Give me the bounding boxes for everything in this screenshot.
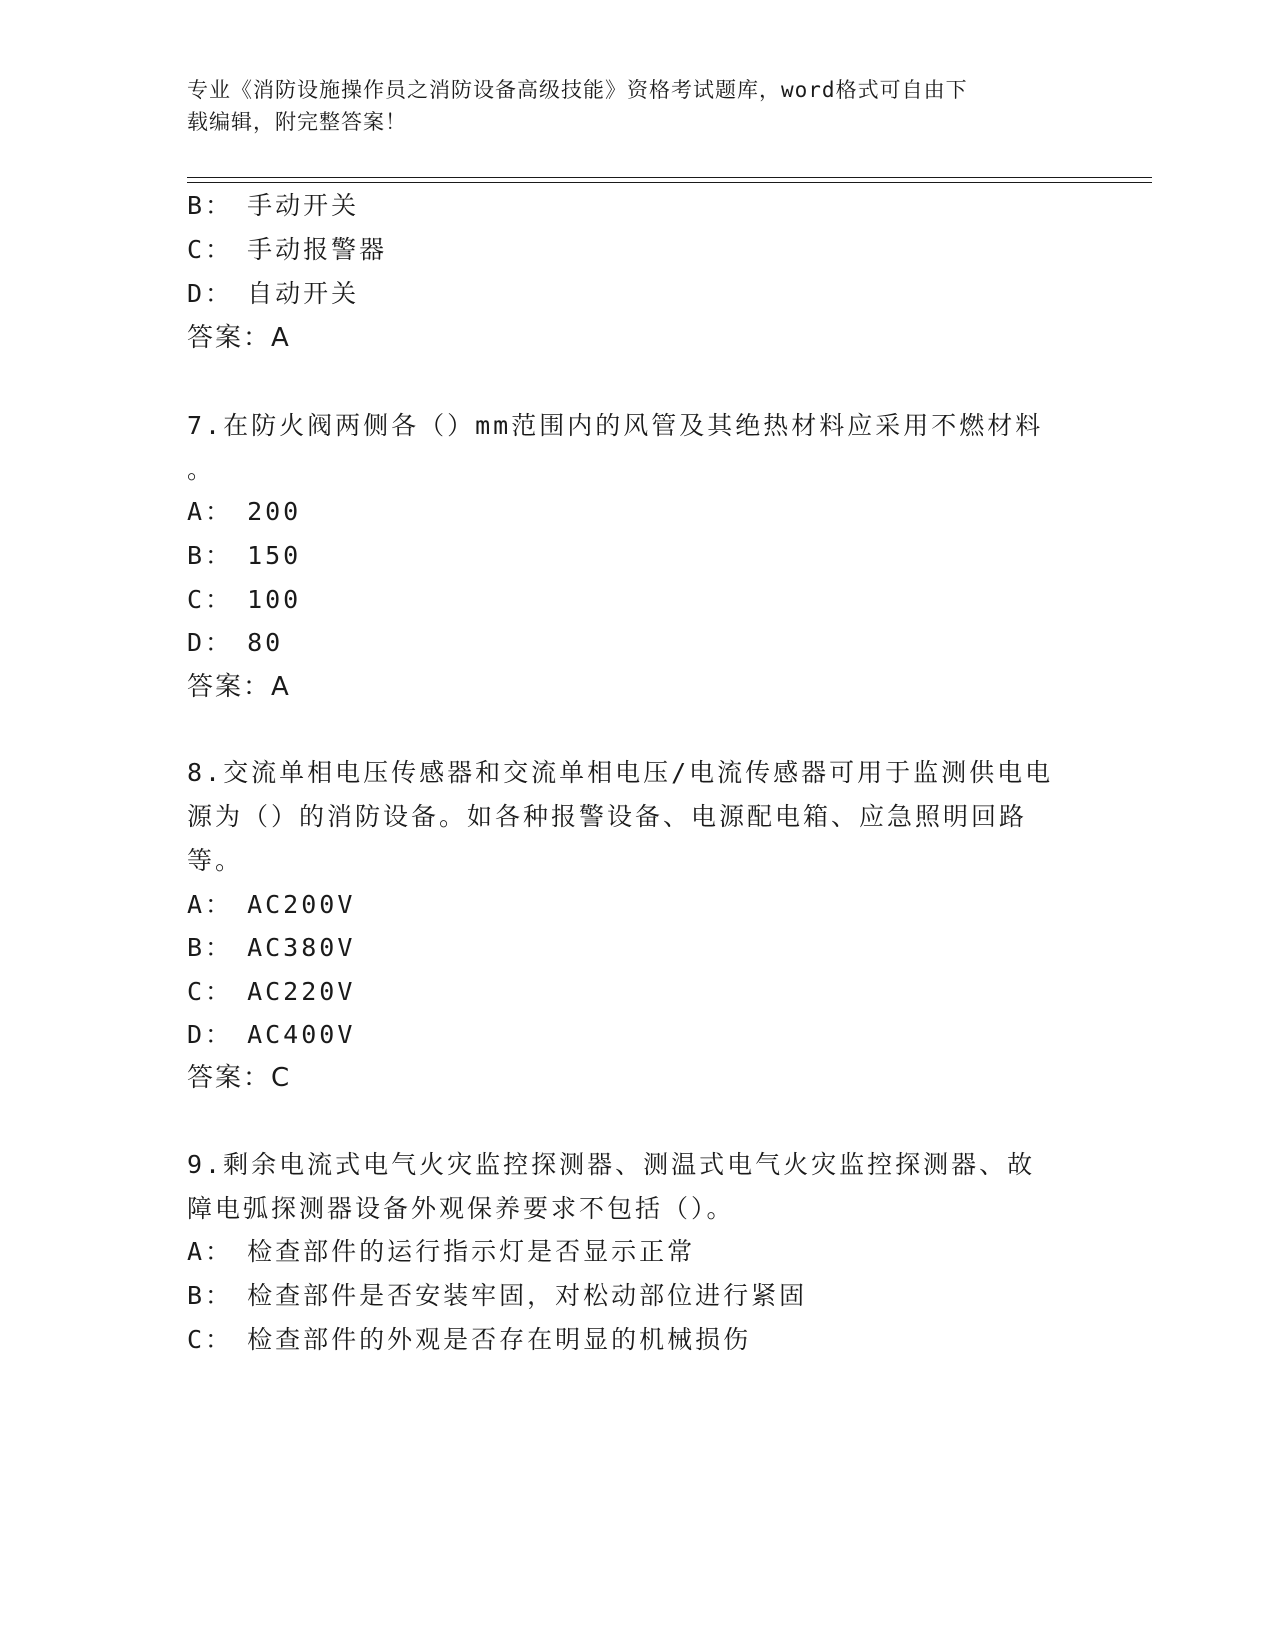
option-letter: C： — [187, 585, 234, 614]
option-text: 检查部件是否安装牢固，对松动部位进行紧固 — [247, 1281, 808, 1310]
option-text: 80 — [247, 628, 284, 657]
option-letter: B： — [187, 191, 234, 220]
option-text: AC380V — [247, 933, 356, 962]
q9-stem-line-2: 障电弧探测器设备外观保养要求不包括（）。 — [187, 1194, 735, 1223]
option-letter: A： — [187, 1237, 234, 1266]
option-text: 100 — [247, 585, 302, 614]
q8-stem-line-2: 源为（）的消防设备。如各种报警设备、电源配电箱、应急照明回路 — [187, 802, 1028, 831]
option-text: 200 — [247, 497, 302, 526]
option-text: AC220V — [247, 977, 356, 1006]
q8-option-b — [187, 933, 355, 963]
document-header — [187, 74, 1067, 138]
option-letter: B： — [187, 1281, 234, 1310]
q8-option-a — [187, 890, 355, 920]
q8-option-d — [187, 1020, 355, 1050]
q7-stem-line-2: 。 — [187, 455, 216, 484]
q9-option-c — [187, 1325, 751, 1355]
q7-option-a — [187, 497, 301, 527]
option-letter: C： — [187, 1325, 234, 1354]
q8-stem-line-1: 8.交流单相电压传感器和交流单相电压/电流传感器可用于监测供电电 — [187, 758, 1054, 787]
header-line-1: 专业《消防设施操作员之消防设备高级技能》资格考试题库，word格式可自由下 — [187, 78, 968, 102]
option-letter: B： — [187, 541, 234, 570]
option-letter: D： — [187, 628, 234, 657]
header-divider-bottom — [187, 182, 1152, 183]
option-letter: D： — [187, 1020, 234, 1049]
option-letter: A： — [187, 497, 234, 526]
header-line-2: 载编辑，附完整答案！ — [187, 110, 407, 134]
q7-option-c — [187, 585, 301, 615]
q9-stem-line-1: 9.剩余电流式电气火灾监控探测器、测温式电气火灾监控探测器、故 — [187, 1150, 1036, 1179]
header-divider-top — [187, 177, 1152, 178]
q6-option-c — [187, 235, 387, 265]
option-text: 150 — [247, 541, 302, 570]
q6-option-b — [187, 191, 359, 221]
option-text: 检查部件的外观是否存在明显的机械损伤 — [247, 1325, 752, 1354]
q9-option-a — [187, 1237, 695, 1267]
option-letter: C： — [187, 977, 234, 1006]
option-text: 自动开关 — [247, 279, 360, 308]
option-text: 检查部件的运行指示灯是否显示正常 — [247, 1237, 696, 1266]
option-letter: D： — [187, 279, 234, 308]
q7-option-d — [187, 628, 283, 658]
q8-option-c — [187, 977, 355, 1007]
q6-option-d — [187, 279, 359, 309]
option-letter: B： — [187, 933, 234, 962]
q7-option-b — [187, 541, 301, 571]
q8-answer: 答案：C — [187, 1063, 292, 1093]
option-text: AC400V — [247, 1020, 356, 1049]
q6-answer: 答案：A — [187, 323, 291, 353]
option-text: 手动报警器 — [247, 235, 388, 264]
q7-answer: 答案：A — [187, 672, 291, 702]
option-text: 手动开关 — [247, 191, 360, 220]
q8-stem-line-3: 等。 — [187, 846, 244, 875]
option-letter: A： — [187, 890, 234, 919]
option-text: AC200V — [247, 890, 356, 919]
q9-option-b — [187, 1281, 807, 1311]
option-letter: C： — [187, 235, 234, 264]
q7-stem-line-1: 7.在防火阀两侧各（）mm范围内的风管及其绝热材料应采用不燃材料 — [187, 411, 1044, 440]
